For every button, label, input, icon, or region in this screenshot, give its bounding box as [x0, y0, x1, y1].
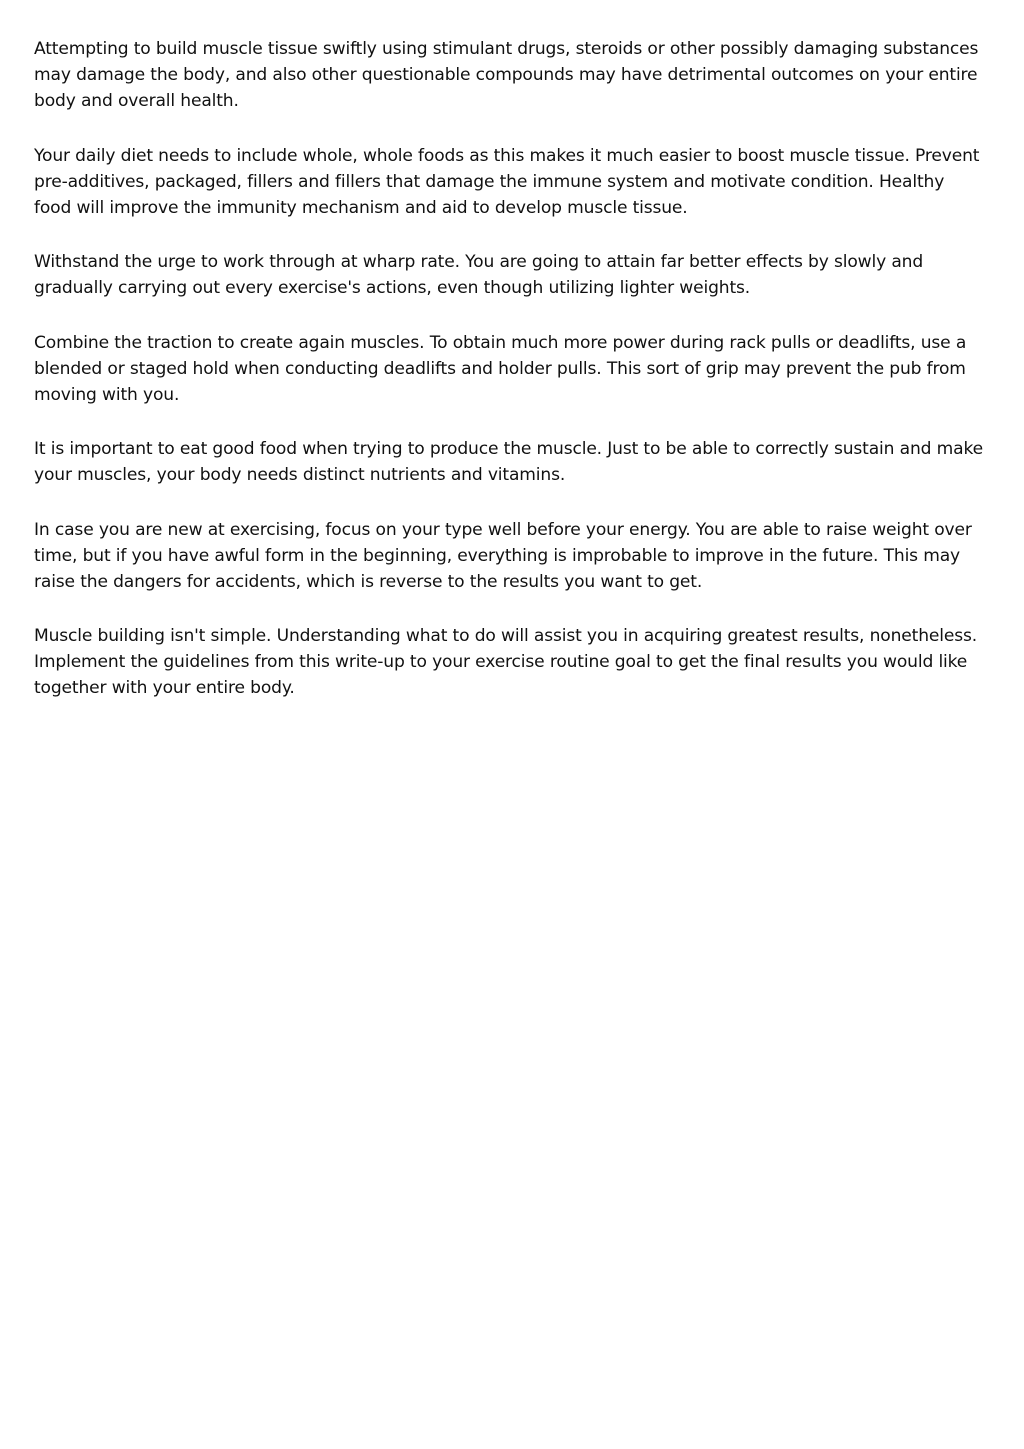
paragraph-2: Your daily diet needs to include whole, whole foods as this makes it much easier to boost muscle tissue. Prevent pre-additives, packaged, fillers and fillers that damage the immune system and motivate condition. Healthy food will improve the immunity mechanism and aid to develop muscle tissue. — [34, 145, 980, 218]
paragraph-7: Muscle building isn't simple. Understanding what to do will assist you in acquiring greatest results, nonetheless. Implement the guidelines from this write-up to your exercise routine goal to get the final results you would like together with your entire body. — [34, 626, 978, 698]
paragraph-1: Attempting to build muscle tissue swiftly using stimulant drugs, steroids or other possibly damaging substances may damage the body, and also other questionable compounds may have detrimental outcomes on your entire body and overall health. — [34, 39, 979, 111]
paragraph-4: Combine the traction to create again muscles. To obtain much more power during rack pulls or deadlifts, use a blended or staged hold when conducting deadlifts and holder pulls. This sort of grip may prevent the pub from moving with you. — [34, 332, 967, 405]
paragraph-3: Withstand the urge to work through at wharp rate. You are going to attain far better effects by slowly and gradually carrying out every exercise's actions, even though utilizing lighter weights. — [34, 252, 924, 298]
paragraph-6: In case you are new at exercising, focus on your type well before your energy. You are able to raise weight over time, but if you have awful form in the beginning, everything is improbable to improve in the future. This may raise the dangers for accidents, which is reverse to the results you want to get. — [34, 519, 972, 592]
document-body — [34, 36, 984, 730]
paragraph-5: It is important to eat good food when trying to produce the muscle. Just to be able to correctly sustain and make your muscles, your body needs distinct nutrients and vitamins. — [34, 439, 983, 485]
